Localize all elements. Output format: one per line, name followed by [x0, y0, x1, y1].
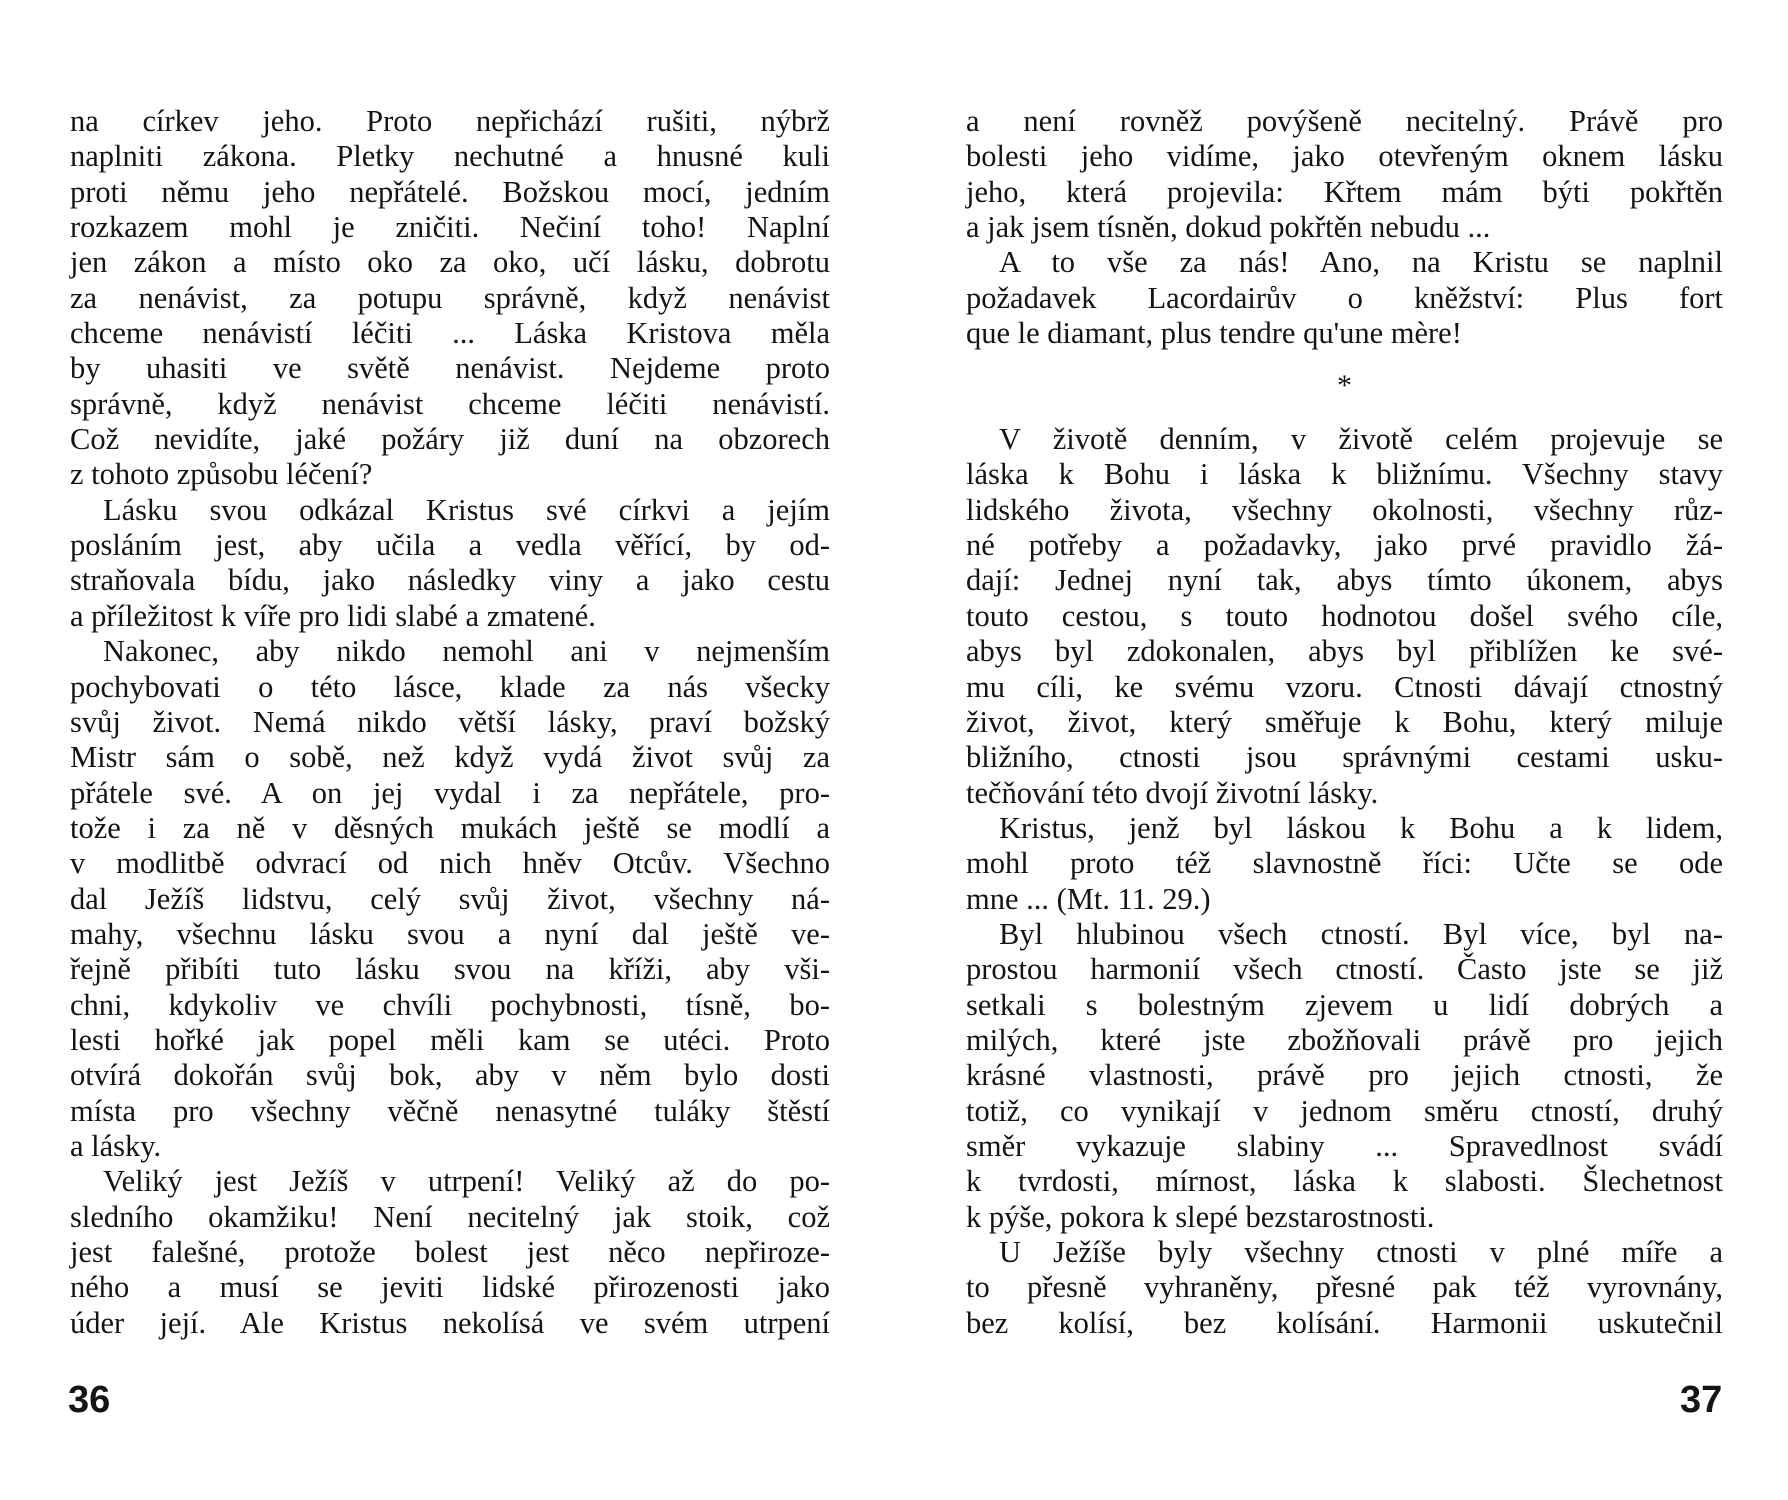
- text-line: místa pro všechny věčně nenasytné tuláky štěstí: [70, 1093, 830, 1128]
- text-line: z tohoto způsobu léčení?: [70, 457, 373, 492]
- text-line: dal Ježíš lidstvu, celý svůj život, všechny ná-: [70, 881, 830, 916]
- text-line: rozkazem mohl je zničiti. Nečiní toho! Naplní: [70, 210, 830, 245]
- text-line: směr vykazuje slabiny ... Spravedlnost svádí: [966, 1128, 1723, 1163]
- text-line: mne ... (Mt. 11. 29.): [966, 881, 1211, 916]
- text-line: touto cestou, s touto hodnotou došel svého cíle,: [966, 598, 1723, 633]
- paragraph-first-line: V životě denním, v životě celém projevuje se: [999, 422, 1723, 457]
- text-line: proti němu jeho nepřátelé. Božskou mocí, jedním: [70, 174, 830, 209]
- text-line: k tvrdosti, mírnost, láska k slabosti. Šlechetnost: [966, 1164, 1723, 1199]
- text-line: za nenávist, za potupu správně, když nenávist: [70, 280, 830, 315]
- text-line: mahy, všechnu lásku svou a nyní dal ještě ve-: [70, 916, 830, 951]
- text-line: chni, kdykoliv ve chvíli pochybnosti, tísně, bo-: [70, 987, 830, 1022]
- text-line: bližního, ctnosti jsou správnými cestami usku-: [966, 740, 1723, 775]
- text-line: Mistr sám o sobě, než když vydá život svůj za: [70, 740, 830, 775]
- text-line: lidského života, všechny okolnosti, všechny růz-: [966, 492, 1723, 527]
- text-line: tože i za ně v děsných mukách ještě se modlí a: [70, 810, 830, 845]
- text-line: krásné vlastnosti, právě pro jejich ctnosti, že: [966, 1058, 1723, 1093]
- page-number-right: 37: [1680, 1379, 1723, 1421]
- text-line: tečňování této dvojí životní lásky.: [966, 775, 1379, 810]
- text-line: mohl proto též slavnostně říci: Učte se ode: [966, 846, 1723, 881]
- text-line: jeho, která projevila: Křtem mám býti pokřtěn: [966, 174, 1723, 209]
- paragraph-first-line: Kristus, jenž byl láskou k Bohu a k lidem,: [999, 810, 1723, 845]
- text-line: úder její. Ale Kristus nekolísá ve svém utrpení: [70, 1305, 830, 1340]
- text-line: naplniti zákona. Pletky nechutné a hnusné kuli: [70, 139, 830, 174]
- text-line: chceme nenávistí léčiti ... Láska Kristova měla: [70, 316, 830, 351]
- text-line: požadavek Lacordairův o kněžství: Plus fort: [966, 280, 1723, 315]
- text-line: a není rovněž povýšeně necitelný. Právě pro: [966, 104, 1723, 138]
- section-divider-asterisk: *: [1337, 369, 1352, 403]
- text-line: totiž, co vynikají v jednom směru ctností, druhý: [966, 1093, 1723, 1128]
- left-page-text: [70, 104, 830, 1341]
- text-line: by uhasiti ve světě nenávist. Nejdeme proto: [70, 351, 830, 386]
- text-line: svůj život. Nemá nikdo větší lásky, praví božský: [70, 704, 830, 739]
- text-line: na církev jeho. Proto nepřichází rušiti, nýbrž: [70, 104, 830, 138]
- paragraph-first-line: Lásku svou odkázal Kristus své církvi a jejím: [103, 492, 830, 527]
- text-line: k pýše, pokora k slepé bezstarostnosti.: [966, 1199, 1435, 1234]
- paragraph-first-line: A to vše za nás! Ano, na Kristu se naplnil: [999, 245, 1723, 280]
- text-line: správně, když nenávist chceme léčiti nenávistí.: [70, 386, 830, 421]
- text-line: prostou harmonií všech ctností. Často jste se již: [966, 952, 1723, 987]
- paragraph-first-line: Veliký jest Ježíš v utrpení! Veliký až do po-: [103, 1164, 830, 1199]
- text-line: láska k Bohu i láska k bližnímu. Všechny stavy: [966, 457, 1723, 492]
- text-line: otvírá dokořán svůj bok, aby v něm bylo dosti: [70, 1058, 830, 1093]
- text-line: abys byl zdokonalen, abys byl přiblížen ke své-: [966, 634, 1723, 669]
- page-number-left: 36: [68, 1379, 111, 1421]
- text-line: straňovala bídu, jako následky viny a jako cestu: [70, 563, 830, 598]
- text-line: né potřeby a požadavky, jako prvé pravidlo žá-: [966, 528, 1723, 563]
- text-line: přátele své. A on jej vydal i za nepřátele, pro-: [70, 775, 830, 810]
- text-line: lesti hořké jak popel měli kam se utéci. Proto: [70, 1022, 830, 1057]
- text-line: jest falešné, protože bolest jest něco nepřiroze-: [70, 1235, 830, 1269]
- paragraph-first-line: Byl hlubinou všech ctností. Byl více, byl na-: [999, 916, 1723, 951]
- text-line: que le diamant, plus tendre qu'une mère!: [966, 316, 1462, 351]
- text-line: to přesně vyhraněny, přesné pak též vyrovnány,: [966, 1270, 1723, 1305]
- text-line: a lásky.: [70, 1128, 162, 1163]
- text-line: Což nevidíte, jaké požáry již duní na obzorech: [70, 422, 830, 457]
- text-line: řejně přibíti tuto lásku svou na kříži, aby vši-: [70, 952, 830, 987]
- text-line: a jak jsem tísněn, dokud pokřtěn nebudu ...: [966, 210, 1491, 245]
- text-line: bez kolísí, bez kolísání. Harmonii uskutečnil: [966, 1305, 1723, 1340]
- text-line: život, život, který směřuje k Bohu, který miluje: [966, 704, 1723, 739]
- text-line: mu cíli, ke svému vzoru. Ctnosti dávají ctnostný: [966, 669, 1723, 704]
- text-line: pochybovati o této lásce, klade za nás všecky: [70, 669, 830, 704]
- text-line: posláním jest, aby učila a vedla věřící, by od-: [70, 528, 830, 563]
- text-line: milých, které jste zbožňovali právě pro jejich: [966, 1022, 1723, 1057]
- text-line: v modlitbě odvrací od nich hněv Otcův. Všechno: [70, 846, 830, 881]
- paragraph-first-line: Nakonec, aby nikdo nemohl ani v nejmenším: [103, 634, 830, 669]
- text-line: setkali s bolestným zjevem u lidí dobrých a: [966, 987, 1723, 1022]
- text-line: ného a musí se jeviti lidské přirozenosti jako: [70, 1270, 830, 1305]
- paragraph-first-line: U Ježíše byly všechny ctnosti v plné míře a: [999, 1235, 1723, 1269]
- text-line: jen zákon a místo oko za oko, učí lásku, dobrotu: [70, 245, 830, 280]
- right-page-text: [966, 104, 1723, 1341]
- text-line: bolesti jeho vidíme, jako otevřeným oknem lásku: [966, 139, 1723, 174]
- text-line: sledního okamžiku! Není necitelný jak stoik, což: [70, 1199, 830, 1234]
- text-line: a příležitost k víře pro lidi slabé a zmatené.: [70, 598, 596, 633]
- text-line: dají: Jednej nyní tak, abys tímto úkonem, abys: [966, 563, 1723, 598]
